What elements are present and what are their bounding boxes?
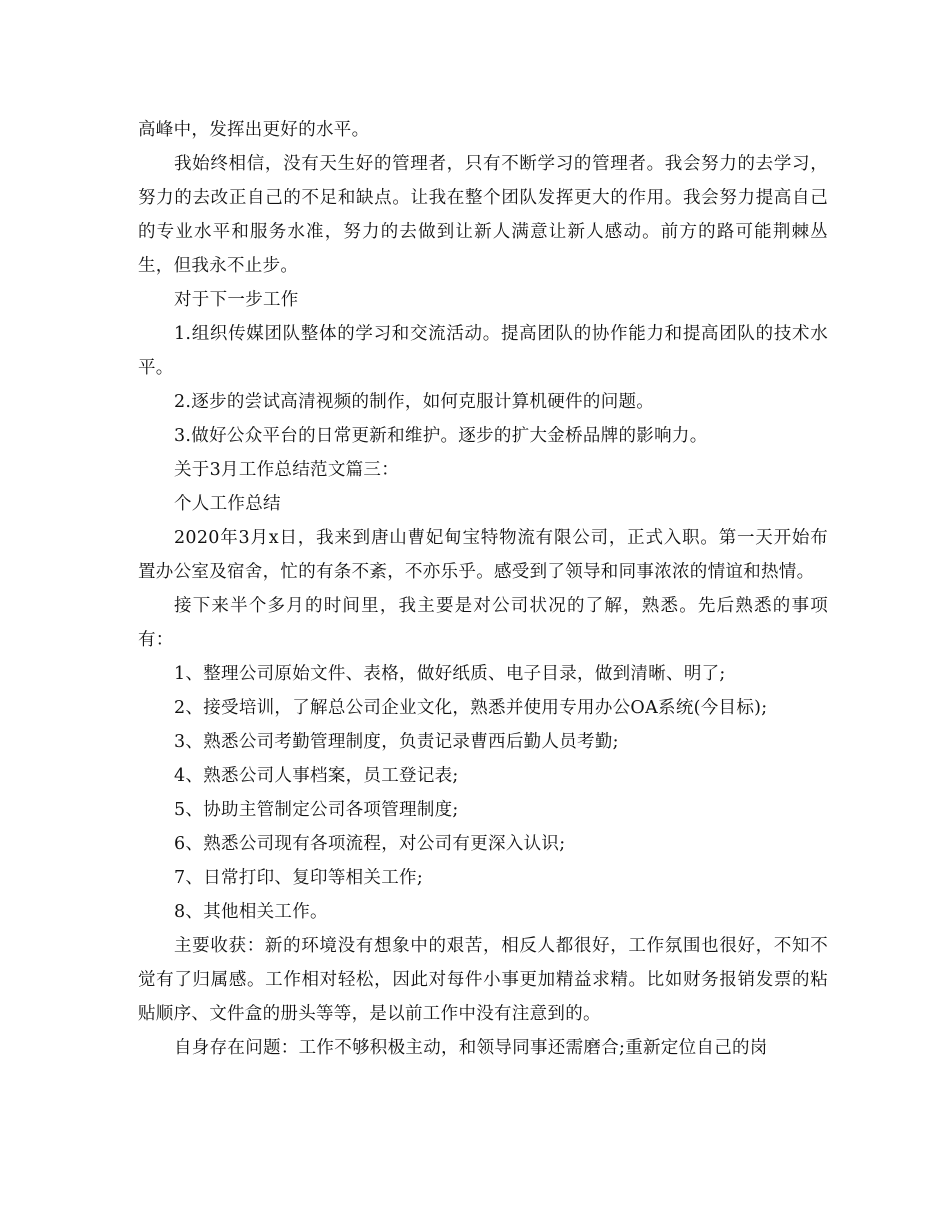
list-item-task-8: 8、其他相关工作。 (174, 902, 328, 922)
paragraph-familiarization: 接下来半个多月的时间里，我主要是对公司状况的了解，熟悉。先后熟悉的事项有： (138, 596, 828, 650)
list-item-task-2: 2、接受培训，了解总公司企业文化，熟悉并使用专用办公OA系统(今目标); (174, 698, 768, 718)
list-item-task-5: 5、协助主管制定公司各项管理制度; (174, 800, 459, 820)
paragraph-onboarding: 2020年3月x日，我来到唐山曹妃甸宝特物流有限公司，正式入职。第一天开始布置办公室及宿舍，忙的有条不紊，不亦乐乎。感受到了领导和同事浓浓的情谊和热情。 (138, 528, 828, 582)
paragraph-existing-problems: 自身存在问题：工作不够积极主动，和领导同事还需磨合;重新定位自己的岗 (174, 1038, 768, 1058)
list-item-task-6: 6、熟悉公司现有各项流程，对公司有更深入认识; (174, 834, 566, 854)
list-item-task-3: 3、熟悉公司考勤管理制度，负责记录曹西后勤人员考勤; (174, 732, 619, 752)
list-item-task-4: 4、熟悉公司人事档案，员工登记表; (174, 766, 459, 786)
paragraph-main-gains: 主要收获：新的环境没有想象中的艰苦，相反人都很好，工作氛围也很好，不知不觉有了归属感。工作相对轻松，因此对每件小事更加精益求精。比如财务报销发票的粘贴顺序、文件盒的册头等等，是以前工作中没有注意到的。 (138, 936, 828, 1024)
section-subtitle: 个人工作总结 (174, 494, 281, 514)
list-item-next-work-1: 1.组织传媒团队整体的学习和交流活动。提高团队的协作能力和提高团队的技术水平。 (138, 324, 828, 378)
paragraph-continuation: 高峰中，发挥出更好的水平。 (138, 120, 370, 140)
list-item-next-work-3: 3.做好公众平台的日常更新和维护。逐步的扩大金桥品牌的影响力。 (174, 426, 708, 446)
list-item-task-1: 1、整理公司原始文件、表格，做好纸质、电子目录，做到清晰、明了; (174, 664, 726, 684)
paragraph-learning: 我始终相信，没有天生好的管理者，只有不断学习的管理者。我会努力的去学习，努力的去改正自己的不足和缺点。让我在整个团队发挥更大的作用。我会努力提高自己的专业水平和服务水准，努力的去做到让新人满意让新人感动。前方的路可能荆棘丛生，但我永不止步。 (138, 154, 828, 276)
list-item-task-7: 7、日常打印、复印等相关工作; (174, 868, 424, 888)
list-item-next-work-2: 2.逐步的尝试高清视频的制作，如何克服计算机硬件的问题。 (174, 392, 655, 412)
document-body (138, 113, 828, 1065)
heading-next-work: 对于下一步工作 (174, 290, 299, 310)
section-title: 关于3月工作总结范文篇三： (174, 460, 400, 480)
